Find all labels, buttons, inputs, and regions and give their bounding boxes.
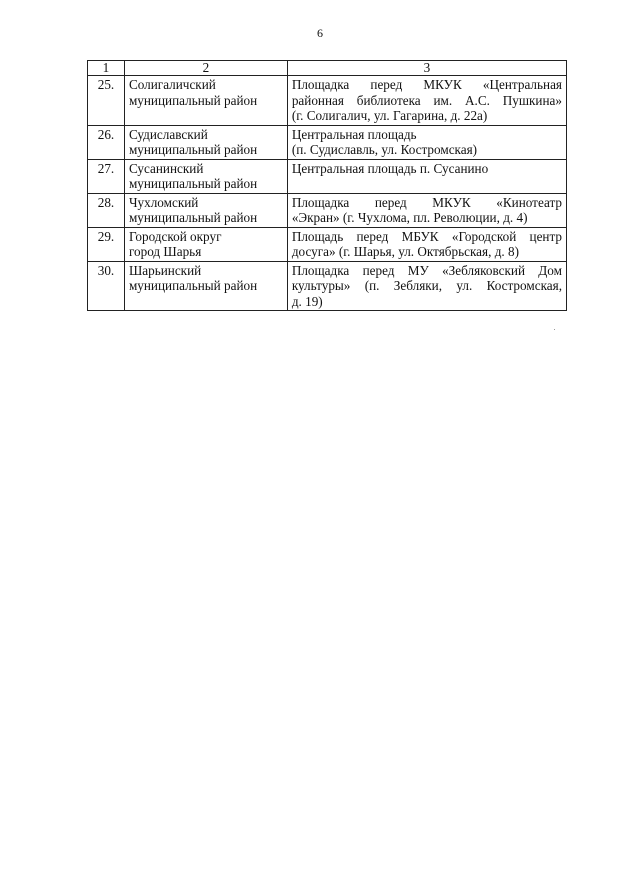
- place-cell: [287, 76, 566, 126]
- district-line: Городской округ: [128, 228, 222, 244]
- column-header-place: 3: [287, 61, 566, 76]
- place-line: д. 19): [291, 293, 323, 309]
- district-line: город Шарья: [128, 244, 202, 259]
- place-line: досуга» (г. Шарья, ул. Октябрьская, д. 8): [291, 244, 519, 259]
- district-cell: [124, 125, 287, 159]
- place-cell: [287, 159, 566, 193]
- scan-speck: [554, 329, 555, 330]
- row-number: 26.: [88, 125, 125, 159]
- venues-table: [87, 60, 567, 311]
- place-cell: [287, 227, 566, 261]
- district-cell: [124, 261, 287, 311]
- district-line: муниципальный район: [128, 278, 258, 293]
- place-line: Площадка перед МКУК «Центральная: [291, 77, 562, 92]
- place-line: (г. Солигалич, ул. Гагарина, д. 22а): [291, 108, 488, 123]
- place-cell: [287, 125, 566, 159]
- district-cell: [124, 193, 287, 227]
- district-cell: [124, 227, 287, 261]
- place-line: Площадка перед МКУК «Кинотеатр: [291, 194, 562, 210]
- place-line: «Экран» (г. Чухлома, пл. Революции, д. 4): [291, 210, 528, 225]
- column-header-district: 2: [124, 61, 287, 76]
- row-number: 28.: [88, 193, 125, 227]
- district-line: Солигаличский: [128, 77, 216, 92]
- district-line: Судиславский: [128, 126, 208, 142]
- table-row: [88, 159, 567, 193]
- row-number: 25.: [88, 76, 125, 126]
- row-number: 29.: [88, 227, 125, 261]
- district-line: муниципальный район: [128, 210, 258, 225]
- place-line: Центральная площадь п. Сусанино: [291, 160, 489, 176]
- table-row: [88, 261, 567, 311]
- row-number: 27.: [88, 159, 125, 193]
- district-cell: [124, 76, 287, 126]
- district-line: муниципальный район: [128, 92, 258, 108]
- place-cell: [287, 193, 566, 227]
- place-line: (п. Судиславль, ул. Костромская): [291, 142, 478, 157]
- place-line: Площадка перед МУ «Зебляковский Дом: [291, 262, 562, 278]
- table-row: [88, 125, 567, 159]
- column-header-number: 1: [88, 61, 125, 76]
- district-line: муниципальный район: [128, 176, 258, 191]
- page-number: 6: [317, 26, 323, 40]
- place-line: районная библиотека им. А.С. Пушкина»: [291, 92, 562, 108]
- district-line: муниципальный район: [128, 142, 258, 157]
- table-row: [88, 193, 567, 227]
- row-number: 30.: [88, 261, 125, 311]
- place-cell: [287, 261, 566, 311]
- district-line: Чухломский: [128, 194, 199, 210]
- table-row: [88, 227, 567, 261]
- district-line: Шарьинский: [128, 262, 202, 278]
- district-line: Сусанинский: [128, 160, 204, 176]
- table-row: [88, 76, 567, 126]
- place-line: Площадь перед МБУК «Городской центр: [291, 228, 562, 244]
- place-line: культуры» (п. Зебляки, ул. Костромская,: [291, 278, 562, 293]
- place-line: Центральная площадь: [291, 126, 417, 142]
- district-cell: [124, 159, 287, 193]
- table-header-row: [88, 61, 567, 76]
